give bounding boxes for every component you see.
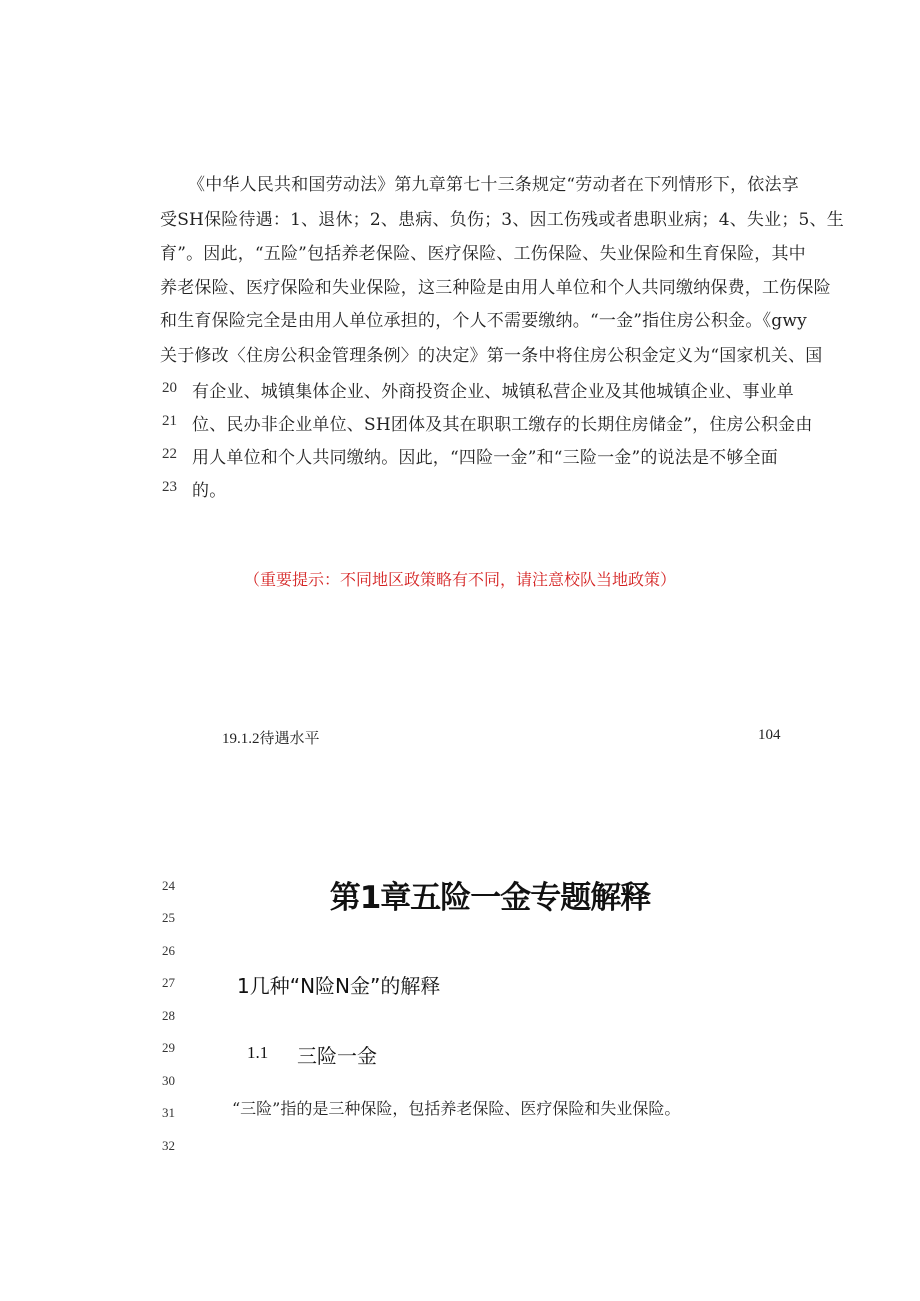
paragraph-line-4: 养老保险、医疗保险和失业保险，这三种险是由用人单位和个人共同缴纳保费，工伤保险 <box>160 278 831 298</box>
line-number: 32 <box>162 1138 175 1153</box>
line-number: 20 <box>162 380 177 396</box>
subsection-number: 1.1 <box>247 1043 269 1062</box>
section-heading: 1几种“N险N金”的解释 <box>237 974 441 998</box>
paragraph-line-2: 受SH保险待遇：1、退休；2、患病、负伤；3、因工伤残或者患职业病；4、失业；5、生 <box>160 210 844 230</box>
line-number: 31 <box>162 1105 175 1120</box>
paragraph-line-6: 关于修改〈住房公积金管理条例〉的决定》第一条中将住房公积金定义为“国家机关、国 <box>160 346 823 366</box>
line-number: 22 <box>162 446 177 462</box>
line-number: 27 <box>162 975 175 990</box>
chapter-title: 第1章五险一金专题解释 <box>329 880 651 916</box>
paragraph-line-1: 《中华人民共和国劳动法》第九章第七十三条规定“劳动者在下列情形下，依法享 <box>188 175 799 195</box>
paragraph-line-23: 的。 <box>192 481 227 501</box>
paragraph-line-22: 用人单位和个人共同缴纳。因此，“四险一金”和“三险一金”的说法是不够全面 <box>192 448 778 468</box>
toc-entry-page[interactable]: 104 <box>758 727 781 743</box>
line-number: 24 <box>162 878 175 893</box>
line-number: 25 <box>162 910 175 925</box>
line-number: 28 <box>162 1008 175 1023</box>
line-number: 30 <box>162 1073 175 1088</box>
line-number: 23 <box>162 479 177 495</box>
paragraph-line-5: 和生育保险完全是由用人单位承担的，个人不需要缴纳。“一金”指住房公积金。《gwy <box>160 311 807 331</box>
body-paragraph: “三险”指的是三种保险，包括养老保险、医疗保险和失业保险。 <box>232 1099 681 1118</box>
toc-entry-title[interactable]: 19.1.2待遇水平 <box>222 731 320 747</box>
line-number: 21 <box>162 413 177 429</box>
paragraph-line-3: 育”。因此，“五险”包括养老保险、医疗保险、工伤保险、失业保险和生育保险，其中 <box>160 244 806 264</box>
line-number: 29 <box>162 1040 175 1055</box>
line-number: 26 <box>162 943 175 958</box>
important-notice: （重要提示：不同地区政策略有不同，请注意校队当地政策） <box>243 570 676 589</box>
subsection-title: 三险一金 <box>297 1044 377 1068</box>
paragraph-line-21: 位、民办非企业单位、SH团体及其在职职工缴存的长期住房储金”，住房公积金由 <box>192 415 813 435</box>
paragraph-line-20: 有企业、城镇集体企业、外商投资企业、城镇私营企业及其他城镇企业、事业单 <box>192 382 794 402</box>
